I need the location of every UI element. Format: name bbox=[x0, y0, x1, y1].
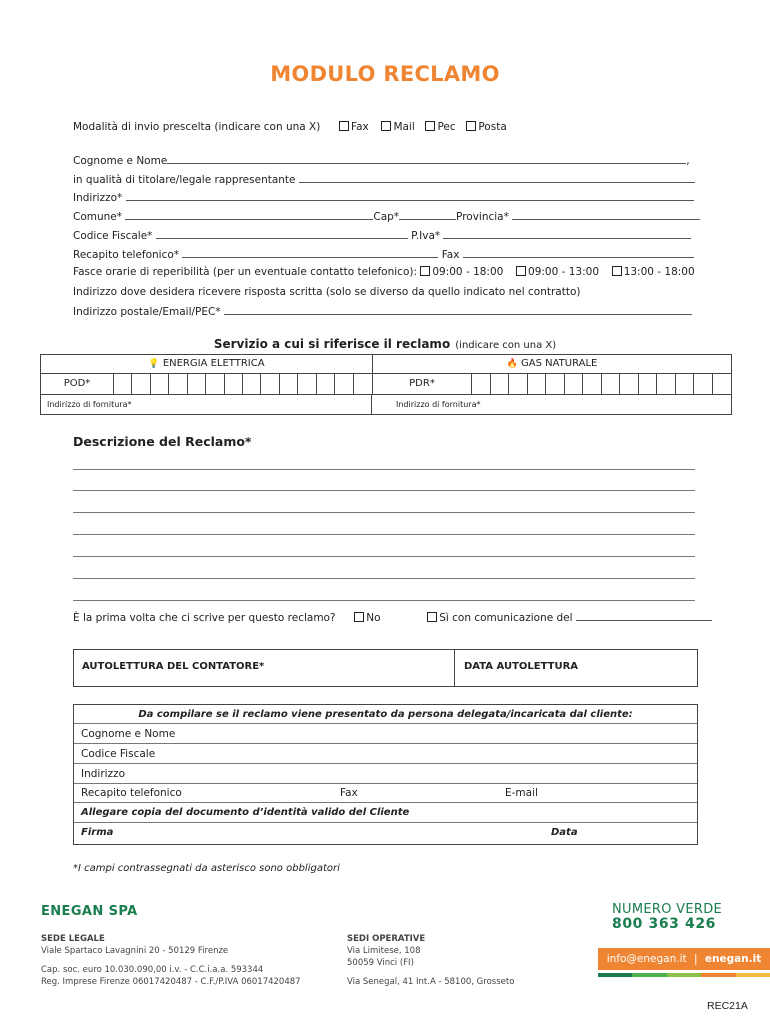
code-cell[interactable] bbox=[546, 374, 565, 394]
fascia-2-label: 09:00 - 13:00 bbox=[528, 266, 599, 278]
gas-header bbox=[373, 355, 731, 374]
comune-label: Comune* bbox=[73, 211, 123, 223]
code-cell[interactable] bbox=[317, 374, 335, 394]
no-checkbox[interactable] bbox=[354, 612, 364, 622]
delegato-email-field[interactable]: E-mail bbox=[505, 787, 538, 799]
fax-option-label: Fax bbox=[351, 121, 369, 133]
code-cell[interactable] bbox=[509, 374, 528, 394]
posta-checkbox[interactable] bbox=[466, 121, 476, 131]
pdr-row bbox=[373, 374, 731, 395]
delegato-recapito-row bbox=[74, 784, 697, 803]
code-cell[interactable] bbox=[206, 374, 224, 394]
prima-volta-label: È la prima volta che ci scrive per questo reclamo? bbox=[73, 612, 336, 624]
fascia-3-checkbox[interactable] bbox=[612, 266, 622, 276]
descrizione-line[interactable] bbox=[73, 534, 695, 535]
indirizzo-risposta-label: Indirizzo dove desidera ricevere risposta scritta (solo se diverso da quello indicato nel contratto) bbox=[73, 286, 581, 298]
prima-volta-row bbox=[73, 610, 697, 624]
energia-label: ENERGIA ELETTRICA bbox=[162, 358, 265, 369]
pod-row bbox=[41, 374, 373, 395]
recapito-row bbox=[73, 247, 697, 261]
page-title: MODULO RECLAMO bbox=[270, 62, 500, 86]
fascia-1-label: 09:00 - 18:00 bbox=[432, 266, 504, 278]
postale-label: Indirizzo postale/Email/PEC* bbox=[73, 306, 221, 318]
delegato-data-field[interactable]: Data bbox=[551, 827, 578, 838]
si-label: Sì con comunicazione del bbox=[439, 612, 573, 624]
fascia-1-checkbox[interactable] bbox=[420, 266, 430, 276]
numero-verde: 800 363 426 bbox=[612, 916, 717, 932]
code-cell[interactable] bbox=[602, 374, 621, 394]
code-cell[interactable] bbox=[243, 374, 261, 394]
piva-label: P.Iva* bbox=[411, 230, 441, 242]
energia-header bbox=[41, 355, 373, 374]
pdr-label: PDR* bbox=[373, 374, 472, 394]
code-cell[interactable] bbox=[676, 374, 695, 394]
provincia-field[interactable] bbox=[512, 209, 700, 220]
capitale-text: Cap. soc. euro 10.030.090,00 i.v. - C.C.i.a.a. 593344 bbox=[41, 965, 264, 975]
piva-field[interactable] bbox=[443, 228, 691, 239]
code-cell[interactable] bbox=[620, 374, 639, 394]
cf-row bbox=[73, 228, 697, 242]
code-cell[interactable] bbox=[335, 374, 353, 394]
code-cell[interactable] bbox=[694, 374, 713, 394]
servizio-title: Servizio a cui si riferisce il reclamo bbox=[213, 337, 451, 351]
fax-label: Fax bbox=[441, 249, 460, 261]
code-cell[interactable] bbox=[639, 374, 658, 394]
cap-field[interactable] bbox=[399, 209, 456, 220]
cf-label: Codice Fiscale* bbox=[73, 230, 153, 242]
code-cell[interactable] bbox=[188, 374, 206, 394]
recapito-label: Recapito telefonico* bbox=[73, 249, 180, 261]
sede1-street: Via Limitese, 108 bbox=[347, 946, 421, 956]
pod-cells[interactable] bbox=[114, 374, 372, 394]
flame-icon: 🔥 bbox=[506, 359, 518, 369]
descrizione-line[interactable] bbox=[73, 512, 695, 513]
indirizzo-risposta-row bbox=[73, 286, 697, 298]
indirizzo-row bbox=[73, 190, 697, 204]
titolare-row bbox=[73, 172, 697, 186]
sede-legale-block bbox=[41, 933, 301, 988]
pec-checkbox[interactable] bbox=[425, 121, 435, 131]
code-cell[interactable] bbox=[354, 374, 372, 394]
energia-fornitura-field[interactable]: Indirizzo di fornitura* bbox=[41, 395, 372, 414]
servizio-note: (indicare con una X) bbox=[455, 340, 557, 351]
code-cell[interactable] bbox=[114, 374, 132, 394]
email-link[interactable]: info@enegan.it bbox=[606, 953, 687, 965]
indirizzo-label: Indirizzo* bbox=[73, 192, 123, 204]
cf-field[interactable] bbox=[156, 228, 408, 239]
fasce-label: Fasce orarie di reperibilità (per un eventuale contatto telefonico): bbox=[73, 266, 417, 278]
sede-legale-address: Viale Spartaco Lavagnini 20 - 50129 Firenze bbox=[41, 946, 229, 956]
comune-row bbox=[73, 209, 697, 223]
delegato-cognome-field[interactable]: Cognome e Nome bbox=[74, 724, 697, 744]
delegato-cf-field[interactable]: Codice Fiscale bbox=[74, 744, 697, 764]
code-cell[interactable] bbox=[583, 374, 602, 394]
delegato-firma-field[interactable]: Firma bbox=[81, 827, 114, 838]
autolettura-data-field[interactable]: DATA AUTOLETTURA bbox=[464, 661, 579, 672]
fascia-2-checkbox[interactable] bbox=[516, 266, 526, 276]
descrizione-line[interactable] bbox=[73, 469, 695, 470]
gas-fornitura-field[interactable]: Indirizzo di fornitura* bbox=[396, 400, 481, 409]
code-cell[interactable] bbox=[528, 374, 547, 394]
sedi-operative-block bbox=[347, 933, 514, 988]
code-cell[interactable] bbox=[225, 374, 243, 394]
code-cell[interactable] bbox=[491, 374, 510, 394]
delegato-recapito-field[interactable]: Recapito telefonico bbox=[81, 787, 182, 799]
delegato-allegare-note: Allegare copia del documento d’identità valido del Cliente bbox=[74, 803, 697, 823]
mail-option-label: Mail bbox=[393, 121, 415, 133]
numero-verde-label: NUMERO VERDE bbox=[612, 902, 723, 917]
sedi-title: SEDI OPERATIVE bbox=[347, 934, 426, 944]
sede-legale-title: SEDE LEGALE bbox=[41, 934, 105, 944]
invio-row bbox=[73, 121, 697, 133]
servizio-heading bbox=[0, 333, 770, 352]
provincia-label: Provincia* bbox=[456, 211, 509, 223]
delegato-header: Da compilare se il reclamo viene presentato da persona delegata/incaricata dal cliente: bbox=[74, 705, 697, 724]
bulb-icon: 💡 bbox=[148, 359, 160, 369]
document-code: REC21A bbox=[707, 1000, 748, 1012]
titolare-field[interactable] bbox=[299, 172, 695, 183]
recapito-field[interactable] bbox=[182, 247, 438, 258]
fascia-3-label: 13:00 - 18:00 bbox=[623, 266, 695, 278]
descrizione-line[interactable] bbox=[73, 556, 695, 557]
cap-label: Cap* bbox=[373, 211, 400, 223]
code-cell[interactable] bbox=[713, 374, 732, 394]
descrizione-line[interactable] bbox=[73, 578, 695, 579]
code-cell[interactable] bbox=[169, 374, 187, 394]
delegato-firma-row bbox=[74, 823, 697, 844]
nome-row: Cognome e Nome , bbox=[73, 155, 690, 167]
nome-label: Cognome e Nome bbox=[73, 155, 168, 167]
code-cell[interactable] bbox=[565, 374, 584, 394]
delegato-box bbox=[73, 704, 698, 845]
contact-bar bbox=[598, 948, 770, 970]
nome-field[interactable] bbox=[167, 153, 686, 164]
descrizione-line[interactable] bbox=[73, 600, 695, 601]
posta-option-label: Posta bbox=[478, 121, 507, 133]
code-cell[interactable] bbox=[298, 374, 316, 394]
mail-checkbox[interactable] bbox=[381, 121, 391, 131]
fax-checkbox[interactable] bbox=[339, 121, 349, 131]
pod-label: POD* bbox=[41, 374, 114, 394]
code-cell[interactable] bbox=[280, 374, 298, 394]
autolettura-contatore-field[interactable]: AUTOLETTURA DEL CONTATORE* bbox=[74, 650, 455, 686]
postale-row bbox=[73, 304, 697, 318]
sede2-address: Via Senegal, 41 Int.A - 58100, Grosseto bbox=[347, 977, 515, 987]
fax-field[interactable] bbox=[463, 247, 694, 258]
delegato-indirizzo-field[interactable]: Indirizzo bbox=[74, 764, 697, 784]
code-cell[interactable] bbox=[472, 374, 491, 394]
comunicazione-field[interactable] bbox=[576, 610, 712, 621]
contact-separator: | bbox=[693, 953, 698, 965]
servizio-box bbox=[40, 354, 732, 415]
sede1-city: 50059 Vinci (FI) bbox=[347, 958, 414, 968]
postale-field[interactable] bbox=[224, 304, 692, 315]
asterisco-note: *I campi contrassegnati da asterisco sono obbligatori bbox=[73, 863, 340, 874]
code-cell[interactable] bbox=[261, 374, 279, 394]
company-name: ENEGAN SPA bbox=[41, 904, 138, 919]
descrizione-title: Descrizione del Reclamo* bbox=[73, 434, 252, 449]
code-cell[interactable] bbox=[132, 374, 150, 394]
gas-label: GAS NATURALE bbox=[521, 358, 598, 369]
comune-field[interactable] bbox=[125, 209, 373, 220]
descrizione-line[interactable] bbox=[73, 490, 695, 491]
si-checkbox[interactable] bbox=[427, 612, 437, 622]
titolare-label: in qualità di titolare/legale rappresentante bbox=[73, 174, 296, 186]
code-cell[interactable] bbox=[151, 374, 169, 394]
registro-text: Reg. Imprese Firenze 06017420487 - C.F./P.IVA 06017420487 bbox=[41, 977, 301, 987]
color-stripe bbox=[598, 973, 770, 977]
invio-label: Modalità di invio prescelta (indicare con una X) bbox=[73, 121, 321, 133]
no-label: No bbox=[366, 612, 381, 624]
autolettura-box bbox=[73, 649, 698, 687]
site-link[interactable]: enegan.it bbox=[704, 953, 762, 965]
indirizzo-field[interactable] bbox=[126, 190, 694, 201]
pec-option-label: Pec bbox=[437, 121, 456, 133]
fasce-row bbox=[73, 266, 697, 278]
code-cell[interactable] bbox=[657, 374, 676, 394]
pdr-cells[interactable] bbox=[472, 374, 731, 394]
delegato-fax-field[interactable]: Fax bbox=[340, 787, 358, 799]
